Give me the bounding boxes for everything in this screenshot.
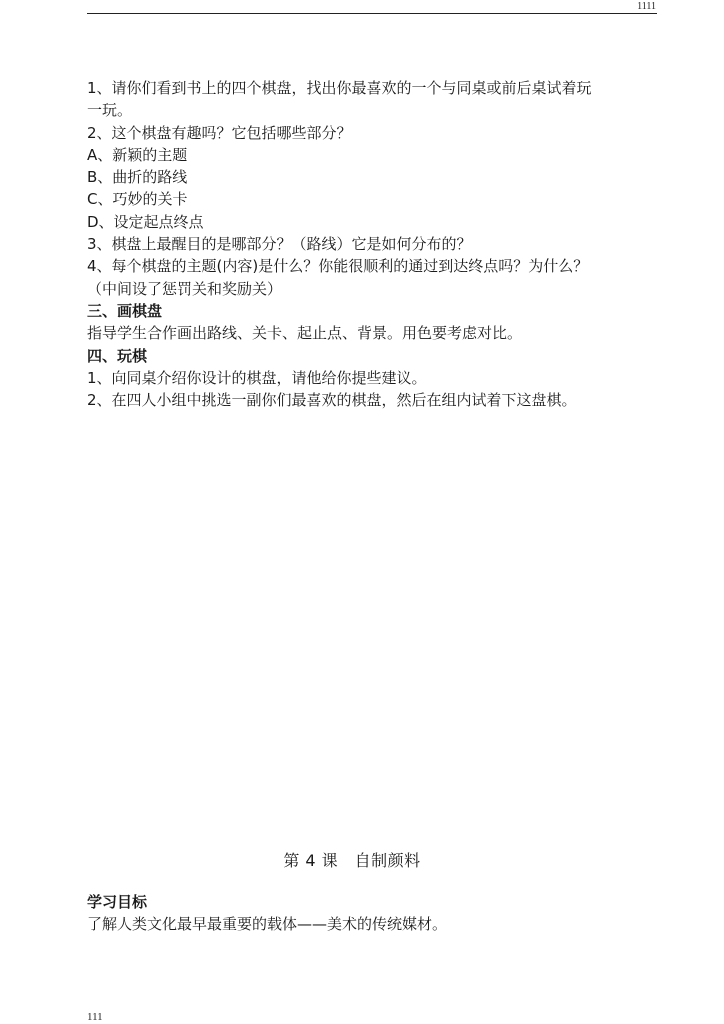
section-item-play: 1、向同桌介绍你设计的棋盘，请他给你提些建议。: [87, 368, 427, 387]
body-line: 2、这个棋盘有趣吗？它包括哪些部分？: [87, 123, 352, 142]
header-rule: [87, 13, 657, 14]
body-line: B、曲折的路线: [87, 168, 188, 187]
body-line: （中间设了惩罚关和奖励关）: [87, 279, 283, 298]
objectives-text: 了解人类文化最早最重要的载体——美术的传统媒材。: [87, 915, 448, 934]
section-heading-play: 四、玩棋: [87, 346, 148, 365]
header-page-number: 1111: [637, 1, 656, 12]
objectives-heading: 学习目标: [87, 893, 148, 911]
section-text-draw-board: 指导学生合作画出路线、关卡、起止点、背景。用色要考虑对比。: [87, 324, 523, 343]
body-line: C、巧妙的关卡: [87, 190, 188, 209]
body-line: 4、每个棋盘的主题(内容)是什么？你能很顺利的通过到达终点吗？为什么？: [87, 257, 589, 276]
body-line: 一玩。: [87, 101, 133, 120]
body-line: 3、棋盘上最醒目的是哪部分？（路线）它是如何分布的？: [87, 235, 472, 254]
section-heading-draw-board: 三、画棋盘: [87, 301, 163, 320]
lesson-title-text: 第 4 课 自制颜料: [283, 851, 421, 870]
learning-objectives: [87, 891, 661, 936]
footer-page-number: 111: [87, 1011, 103, 1023]
lesson-title: [0, 848, 724, 871]
body-line: A、新颖的主题: [87, 145, 188, 164]
section-item-play: 2、在四人小组中挑选一副你们最喜欢的棋盘，然后在组内试着下这盘棋。: [87, 391, 577, 410]
lesson-body: [87, 77, 661, 411]
body-line: D、设定起点终点: [87, 212, 204, 231]
body-line: 1、请你们看到书上的四个棋盘，找出你最喜欢的一个与同桌或前后桌试着玩: [87, 79, 592, 97]
